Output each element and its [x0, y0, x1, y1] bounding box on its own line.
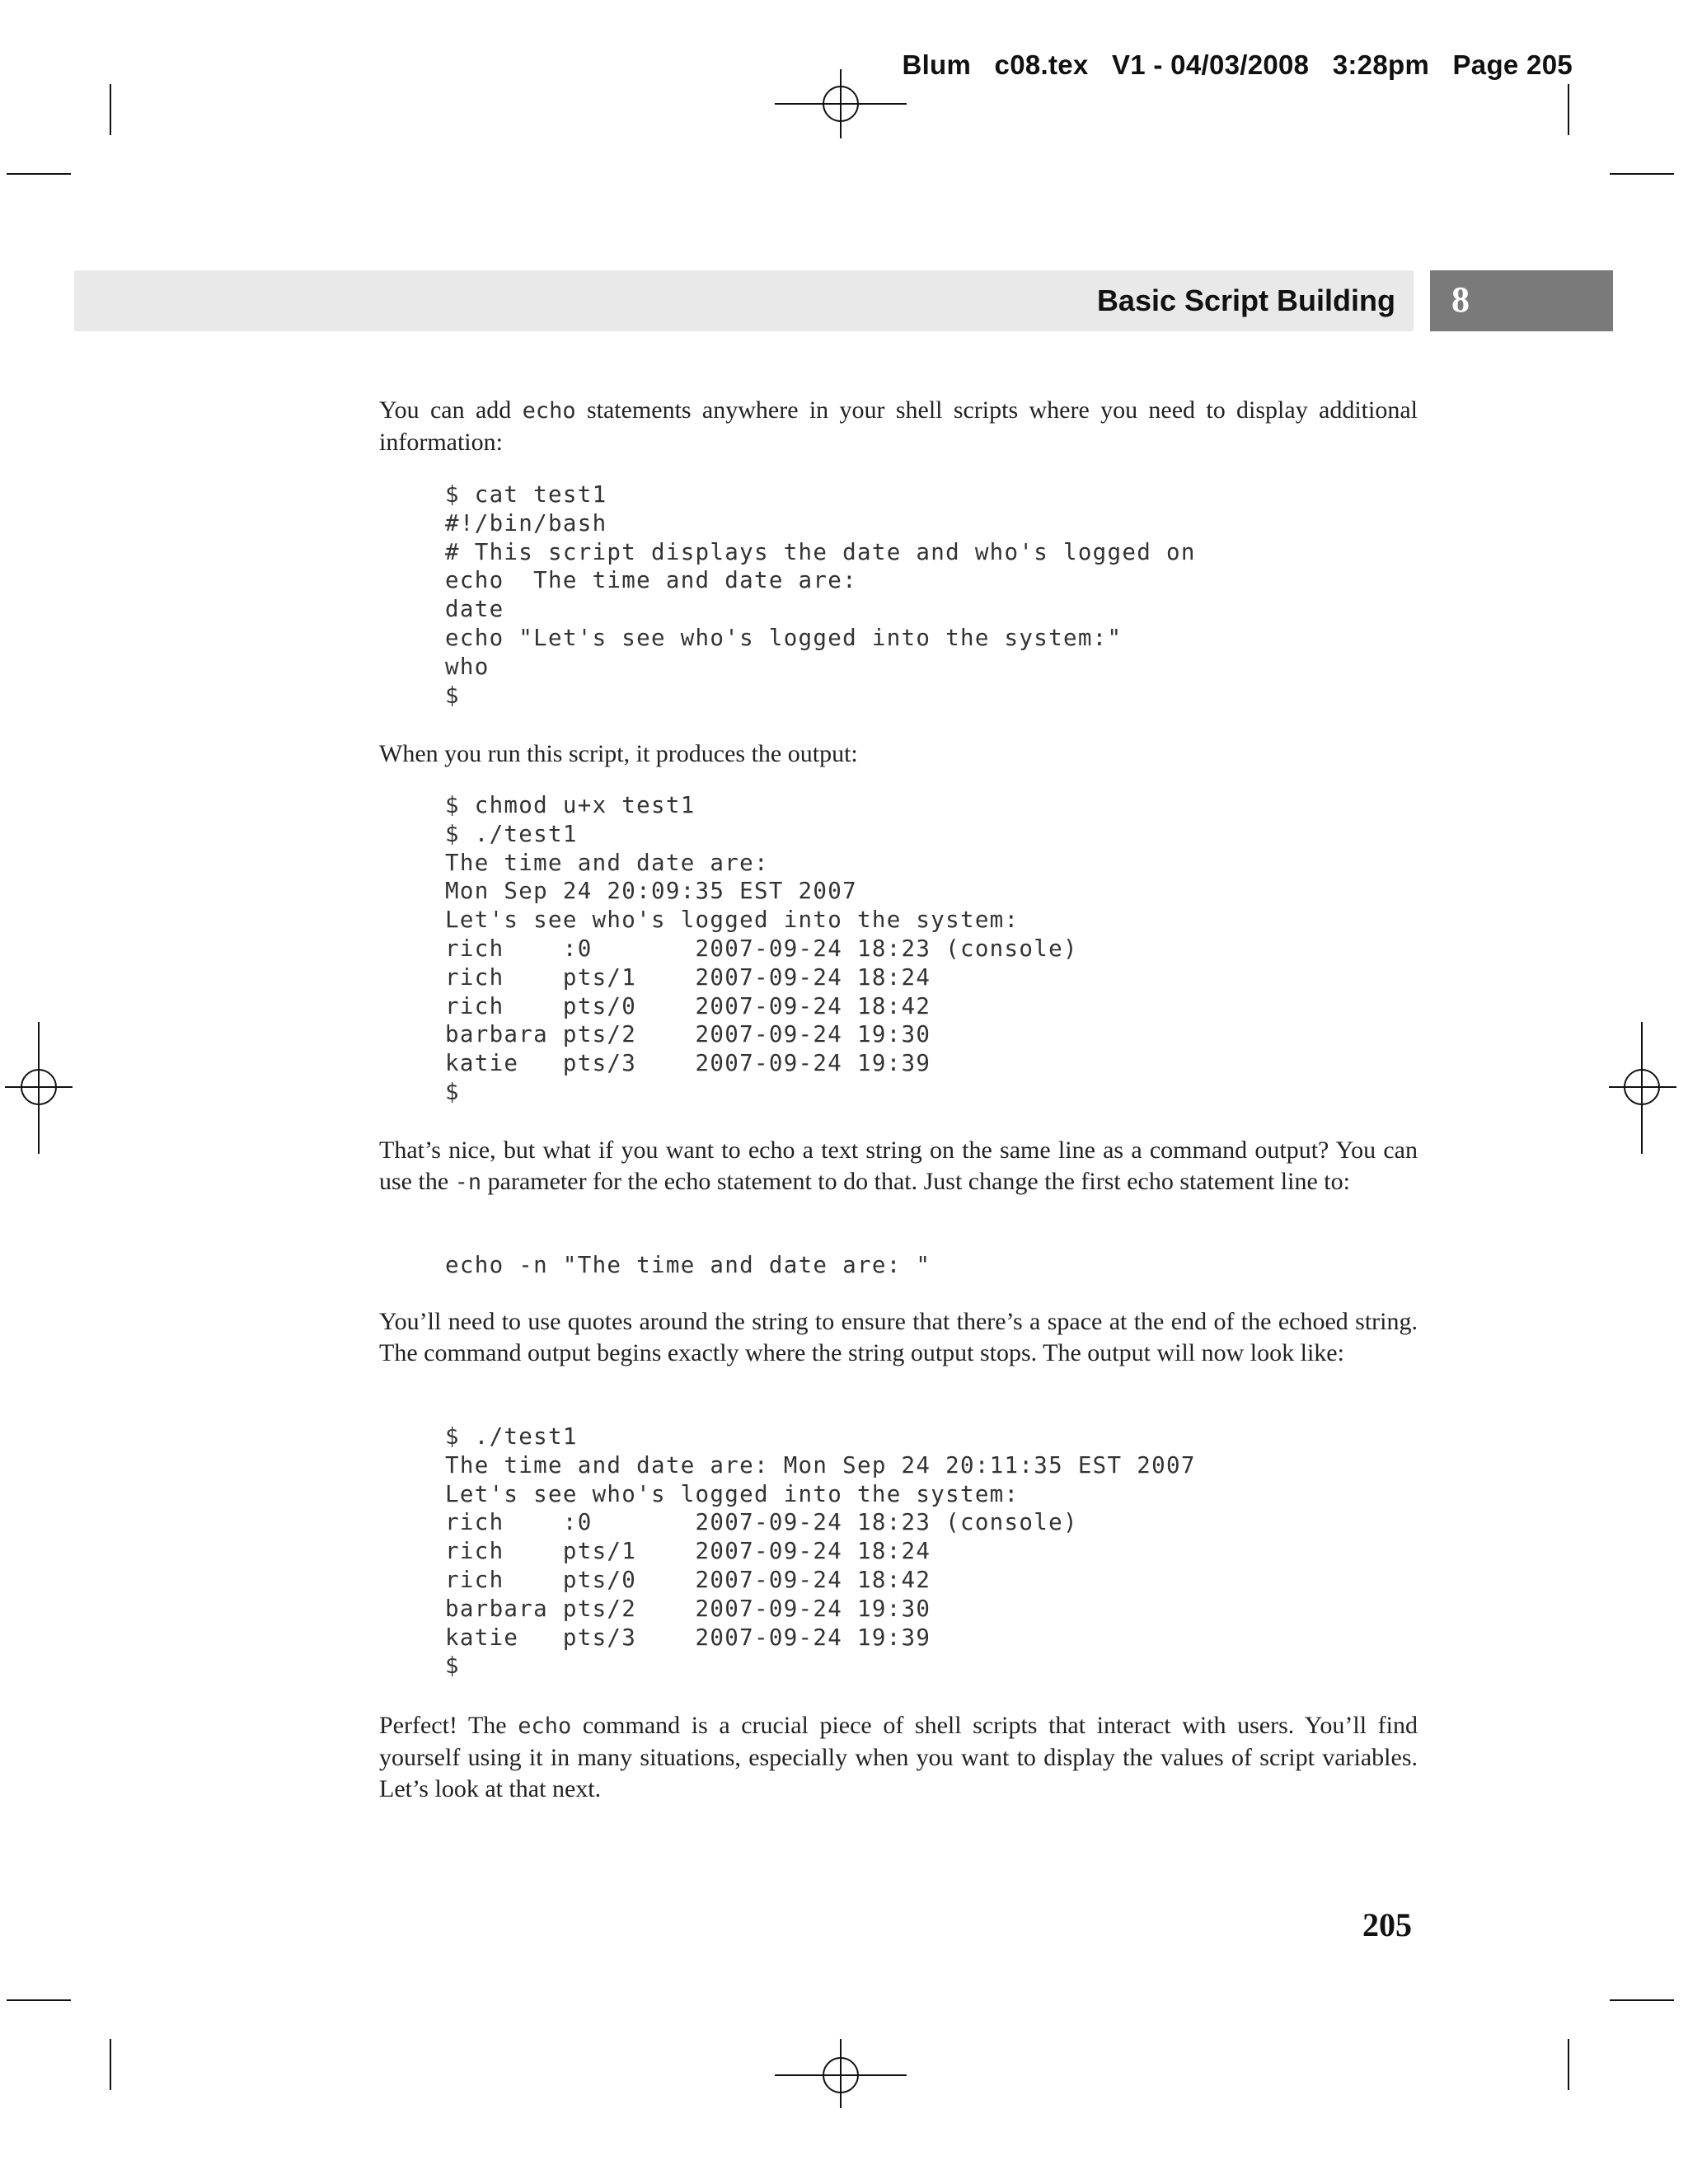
chapter-number: 8 — [1451, 279, 1470, 320]
code-block-cat-test1: $ cat test1 #!/bin/bash # This script displays the date and who's logged on echo The time and date are: date echo "Let's see who's logged into the system:" who $ — [445, 481, 1196, 709]
registration-mark-right-circle — [1624, 1069, 1660, 1105]
print-slug-line: Blum c08.tex V1 - 04/03/2008 3:28pm Page 205 — [902, 49, 1573, 80]
crop-mark-top-left-vertical — [110, 84, 111, 135]
crop-mark-bottom-right-horizontal — [1610, 1999, 1674, 2001]
inline-code-n: -n — [454, 1169, 482, 1195]
registration-mark-top-circle — [823, 86, 859, 122]
crop-mark-top-right-vertical — [1568, 84, 1569, 135]
crop-mark-bottom-right-vertical — [1568, 2039, 1569, 2090]
paragraph-run-output: When you run this script, it produces the output: — [379, 740, 858, 767]
running-header-bar — [74, 270, 1414, 331]
code-block-run-output: $ chmod u+x test1 $ ./test1 The time and date are: Mon Sep 24 20:09:35 EST 2007 Let's see who's logged into the system: rich :0 2007-09-24 18:23 (console) rich pts/1 2007-09-24 18:24 rich pts/0 2007-09-24 18:42 barbara pts/2 2007-09-24 19:30 katie pts/3 2007-09-24 19:39 $ — [445, 792, 1078, 1105]
crop-mark-top-right-horizontal — [1610, 173, 1674, 175]
code-block-echo-n: echo -n "The time and date are: " — [445, 1252, 931, 1278]
crop-mark-bottom-left-horizontal — [7, 1999, 71, 2001]
code-block-new-output: $ ./test1 The time and date are: Mon Sep 24 20:11:35 EST 2007 Let's see who's logged into the system: rich :0 2007-09-24 18:23 (console) rich pts/1 2007-09-24 18:24 rich pts/0 2007-09-24 18:42 barbara pts/2 2007-09-24 19:30 katie pts/3 2007-09-24 19:39 $ — [445, 1423, 1196, 1680]
paragraph-quotes: You’ll need to use quotes around the string to ensure that there’s a space at the end of the echoed string. The command output begins exactly where the string output stops. The output will now look like: — [379, 1308, 1418, 1366]
paragraph-perfect: Perfect! The echo command is a crucial piece of shell scripts that interact with users. You’ll find yourself using it in many situations, especially when you want to display the values of script variables. Let’s look at that next. — [379, 1712, 1418, 1802]
crop-mark-top-left-horizontal — [7, 173, 71, 175]
registration-mark-left-circle — [21, 1069, 57, 1105]
chapter-number-box — [1430, 270, 1613, 331]
paragraph-intro: You can add echo statements anywhere in your shell scripts where you need to display additional information: — [379, 396, 1418, 456]
inline-code-echo: echo — [522, 398, 576, 424]
paragraph-echo-n: That’s nice, but what if you want to echo a text string on the same line as a command output? You can use the -n parameter for the echo statement to do that. Just change the first echo statement line to: — [379, 1137, 1418, 1195]
chapter-title: Basic Script Building — [1096, 284, 1395, 317]
registration-mark-bottom-circle — [823, 2057, 859, 2093]
crop-mark-bottom-left-vertical — [110, 2039, 111, 2090]
inline-code-echo-2: echo — [518, 1713, 572, 1739]
page-number: 205 — [1362, 1906, 1412, 1943]
